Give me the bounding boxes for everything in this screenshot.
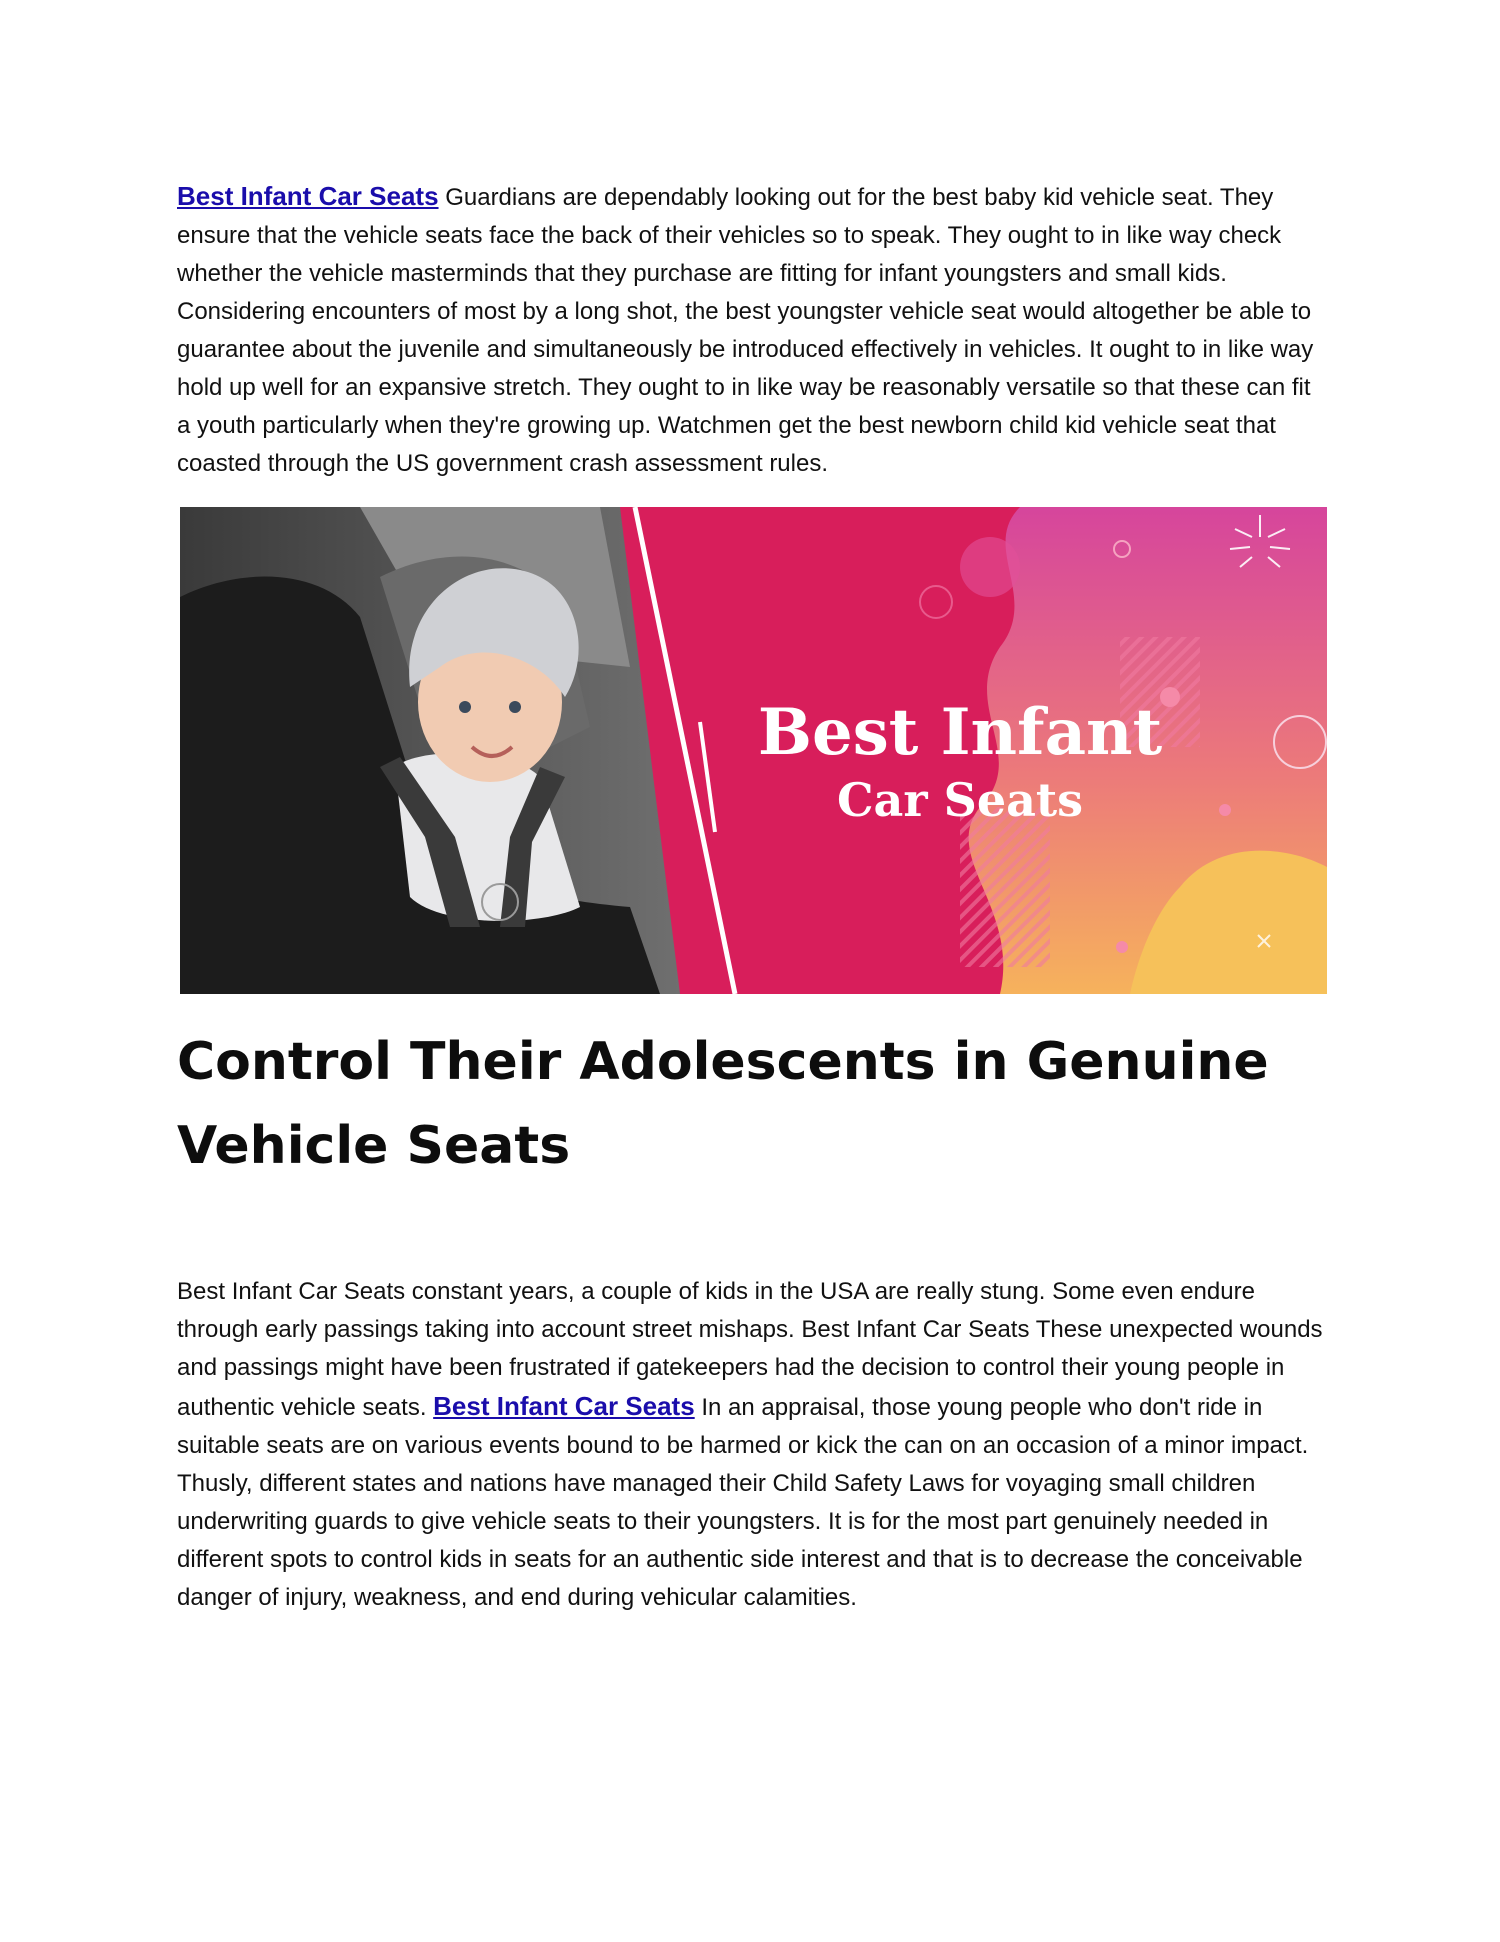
body-paragraph-text-after: In an appraisal, those young people who don't ride in suitable seats are on various events bound to be harmed or kick the can on an occasion of a minor impact. Thusly, different states and nations have managed their Child Safety Laws for voyaging small children underwriting guards to give vehicle seats to their youngsters. It is for the most part genuinely needed in different spots to control kids in seats for an authentic side interest and that is to decrease the conceivable danger of injury, weakness, and end during vehicular calamities. bbox=[177, 1394, 1309, 1611]
banner-image bbox=[180, 507, 1327, 994]
intro-paragraph bbox=[177, 177, 1327, 483]
body-paragraph bbox=[177, 1273, 1327, 1617]
banner-title-line-2: Car Seats bbox=[836, 773, 1084, 827]
best-infant-car-seats-link-2[interactable]: Best Infant Car Seats bbox=[433, 1391, 695, 1421]
section-heading: Control Their Adolescents in Genuine Vehicle Seats bbox=[177, 1032, 1269, 1176]
best-infant-car-seats-link[interactable]: Best Infant Car Seats bbox=[177, 181, 439, 211]
banner-title-line-1: Best Infant bbox=[757, 695, 1163, 770]
body-paragraph-text-before: Best Infant Car Seats constant years, a couple of kids in the USA are really stung. Some even endure through early passings taking into account street mishaps. Best Infant Car Seats These unexpected wounds and passings might have been frustrated if gatekeepers had the decision to control their young people in authentic vehicle seats. bbox=[177, 1278, 1323, 1421]
intro-paragraph-text: Guardians are dependably looking out for the best baby kid vehicle seat. They ensure that the vehicle seats face the back of their vehicles so to speak. They ought to in like way check whether the vehicle masterminds that they purchase are fitting for infant youngsters and small kids. Considering encounters of most by a long shot, the best youngster vehicle seat would altogether be able to guarantee about the juvenile and simultaneously be introduced effectively in vehicles. It ought to in like way hold up well for an expansive stretch. They ought to in like way be reasonably versatile so that these can fit a youth particularly when they're growing up. Watchmen get the best newborn child kid vehicle seat that coasted through the US government crash assessment rules. bbox=[177, 184, 1314, 477]
banner-title bbox=[740, 695, 1180, 829]
